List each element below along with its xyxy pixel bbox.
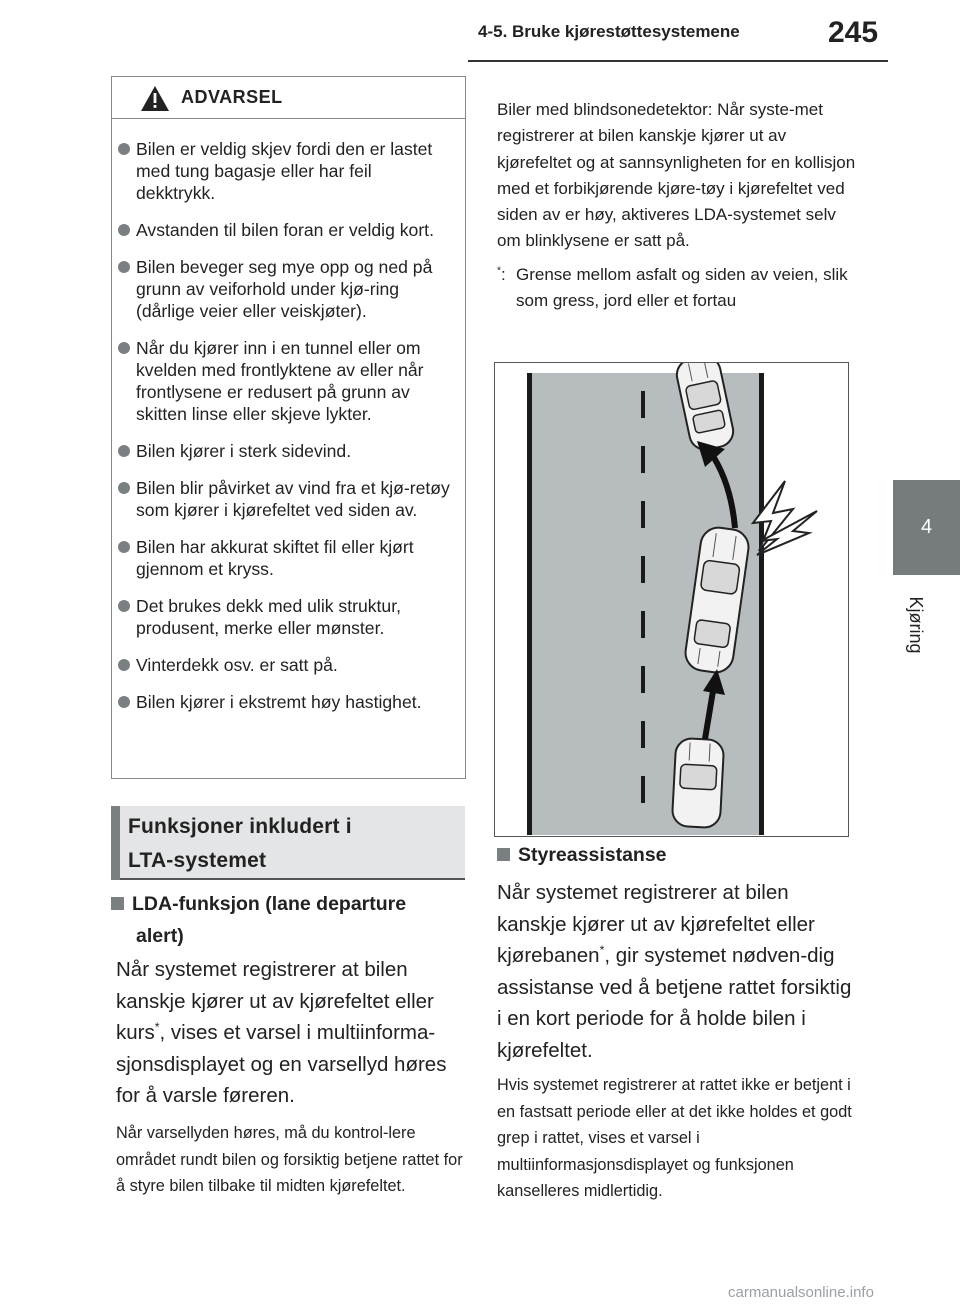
lda-body: Når systemet registrerer at bilen kanskje kjører ut av kjørefeltet eller kurs*, vises et varsel i multiinforma-sjonsdisplayet og en varsellyd høres for å varsle føreren. xyxy=(116,958,447,1107)
running-header-section: 4-5. Bruke kjørestøttesystemene xyxy=(478,22,740,41)
warning-item: Bilen blir påvirket av vind fra et kjø-retøy som kjører i kjørefeltet ved siden av. xyxy=(118,477,455,521)
footnote-mark: *: xyxy=(497,265,506,284)
warning-item: Det brukes dekk med ulik struktur, produsent, merke eller mønster. xyxy=(118,595,455,639)
warning-item: Bilen er veldig skjev fordi den er lastet med tung bagasje eller har feil dekktrykk. xyxy=(118,138,455,204)
road-diagram xyxy=(495,363,849,837)
footnote: *: Grense mellom asfalt og siden av veien, slik som gress, jord eller et fortau xyxy=(497,262,857,315)
bullet-icon xyxy=(118,445,130,457)
warning-item: Avstanden til bilen foran er veldig kort. xyxy=(118,219,455,241)
chapter-side-label: Kjøring xyxy=(906,596,926,654)
warning-list xyxy=(112,119,465,713)
steering-assist-body: Når systemet registrerer at bilen kanskje kjører ut av kjørefeltet eller kjørebanen*, gir systemet nødven-dig assistanse ved å betjene rattet forsiktig i en kort periode for å holde bilen i kjørefeltet. xyxy=(497,881,852,1062)
bullet-icon xyxy=(118,482,130,494)
square-bullet-icon xyxy=(497,848,510,861)
bullet-icon xyxy=(118,143,130,155)
section-heading xyxy=(111,806,465,880)
warning-item: Bilen har akkurat skiftet fil eller kjørt gjennom et kryss. xyxy=(118,536,455,580)
bullet-icon xyxy=(118,342,130,354)
blind-spot-paragraph: Biler med blindsonedetektor: Når syste-met registrerer at bilen kanskje kjører ut av kjørefeltet og at sannsynligheten for en kollisjon med et forbikjørende kjøre-tøy i kjørefeltet ved siden av er høy, aktiveres LDA-systemet selv om blinklysene er satt på. xyxy=(497,100,856,251)
warning-item: Når du kjører inn i en tunnel eller om kvelden med frontlyktene av eller når frontlysene er redusert på grunn av skitten linse eller skjeve lykter. xyxy=(118,337,455,425)
warning-triangle-icon xyxy=(140,85,170,112)
bullet-icon xyxy=(118,659,130,671)
warning-box xyxy=(111,76,466,779)
chapter-tab xyxy=(893,480,960,575)
bullet-icon xyxy=(118,696,130,708)
bullet-icon xyxy=(118,224,130,236)
watermark: carmanualsonline.info xyxy=(728,1284,874,1301)
steering-assist-heading: Styreassistanse xyxy=(497,844,667,867)
warning-header xyxy=(112,77,465,119)
bullet-icon xyxy=(118,600,130,612)
lane-departure-illustration xyxy=(494,362,849,837)
lda-heading: LDA-funksjon (lane departure alert) xyxy=(111,888,471,952)
warning-item: Bilen kjører i sterk sidevind. xyxy=(118,440,455,462)
warning-title: ADVARSEL xyxy=(181,87,283,107)
square-bullet-icon xyxy=(111,897,124,910)
warning-item: Bilen beveger seg mye opp og ned på grunn av veiforhold under kjø-ring (dårlige veier eller veiskjøter). xyxy=(118,256,455,322)
steering-assist-note: Hvis systemet registrerer at rattet ikke er betjent i en fastsatt periode eller at det ikke holdes et godt grep i rattet, vises et varsel i multiinformasjonsdisplayet og funksjonen kanselleres midlertidig. xyxy=(497,1076,852,1200)
section-heading-text: Funksjoner inkludert i LTA-systemet xyxy=(128,815,352,872)
page-number: 245 xyxy=(828,16,879,49)
warning-item: Bilen kjører i ekstremt høy hastighet. xyxy=(118,691,455,713)
bullet-icon xyxy=(118,261,130,273)
header-rule xyxy=(468,60,888,62)
section-heading-bar xyxy=(111,806,120,880)
bullet-icon xyxy=(118,541,130,553)
car-behind-icon xyxy=(672,738,725,828)
lda-note: Når varsellyden høres, må du kontrol-lere området rundt bilen og forsiktig betjene rattet for å styre bilen tilbake til midten kjørefeltet. xyxy=(116,1124,463,1195)
chapter-tab-number: 4 xyxy=(920,516,933,538)
warning-item: Vinterdekk osv. er satt på. xyxy=(118,654,455,676)
